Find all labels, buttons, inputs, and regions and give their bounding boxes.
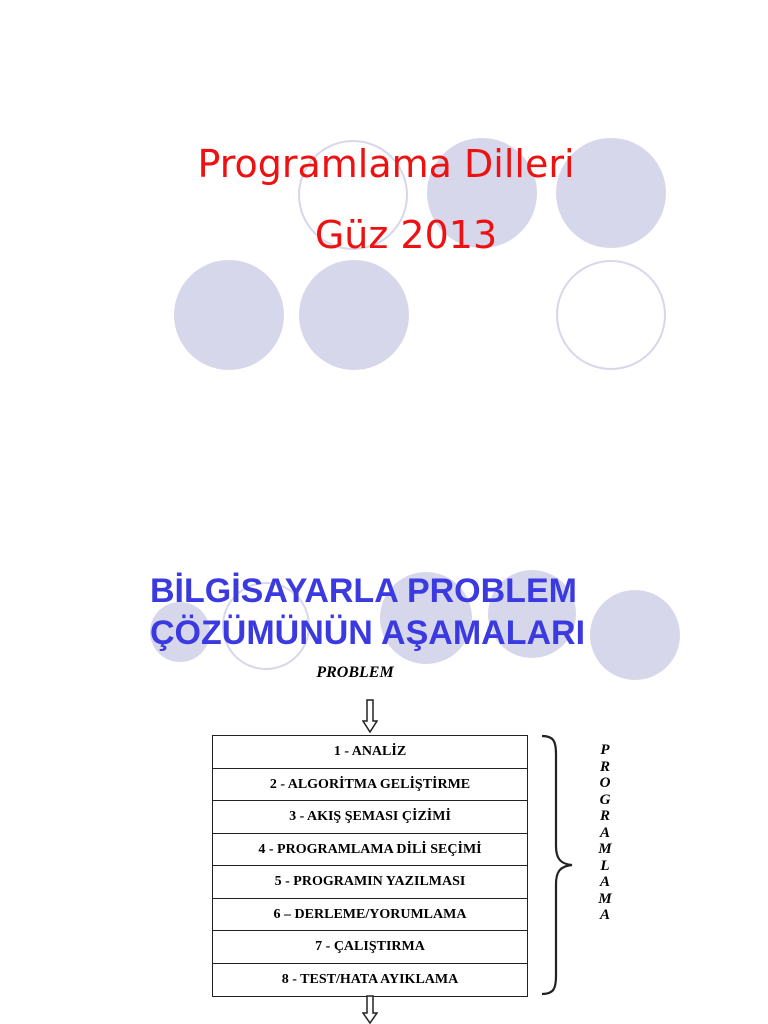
step-item: 2 - ALGORİTMA GELİŞTİRME	[213, 769, 527, 802]
step-item: 7 - ÇALIŞTIRMA	[213, 931, 527, 964]
step-item: 8 - TEST/HATA AYIKLAMA	[281, 971, 459, 987]
decor-circle	[174, 260, 284, 370]
vertical-letter: P	[600, 742, 610, 758]
curly-brace-icon	[538, 734, 578, 996]
down-arrow-icon	[362, 995, 378, 1024]
decor-circle-outline	[556, 260, 666, 370]
step-item: 3 - AKIŞ ŞEMASI ÇİZİMİ	[213, 801, 527, 834]
vertical-letter: A	[599, 874, 610, 890]
vertical-letter: R	[599, 808, 610, 824]
diagram-problem-label: PROBLEM	[316, 664, 394, 681]
step-item: 6 – DERLEME/YORUMLAMA	[213, 899, 527, 932]
vertical-letter: L	[600, 857, 610, 874]
decor-circle	[299, 260, 409, 370]
slide-title-line1: Programlama Dilleri	[197, 142, 575, 186]
step-item: 1 - ANALİZ	[213, 736, 527, 769]
slide-problem-solving-stages	[0, 512, 768, 1024]
slide-heading	[150, 570, 585, 654]
slide-heading-line2: ÇÖZÜMÜNÜN AŞAMALARI	[150, 614, 586, 652]
vertical-letter: M	[598, 841, 612, 857]
vertical-letter: A	[599, 824, 610, 841]
programlama-vertical-label	[590, 742, 620, 924]
down-arrow-icon	[362, 699, 378, 733]
step-item: 4 - PROGRAMLAMA DİLİ SEÇİMİ	[213, 834, 527, 867]
slide-heading-line1: BİLGİSAYARLA PROBLEM	[150, 572, 577, 610]
step-item: 5 - PROGRAMIN YAZILMASI	[213, 866, 527, 899]
steps-list	[212, 735, 528, 997]
vertical-letter: O	[599, 775, 611, 791]
vertical-letter: M	[598, 890, 612, 907]
vertical-letter: A	[599, 907, 610, 923]
decor-circle	[590, 590, 680, 680]
vertical-letter: R	[599, 758, 610, 775]
slide-title-line2: Güz 2013	[314, 213, 498, 257]
vertical-letter: G	[599, 791, 611, 808]
